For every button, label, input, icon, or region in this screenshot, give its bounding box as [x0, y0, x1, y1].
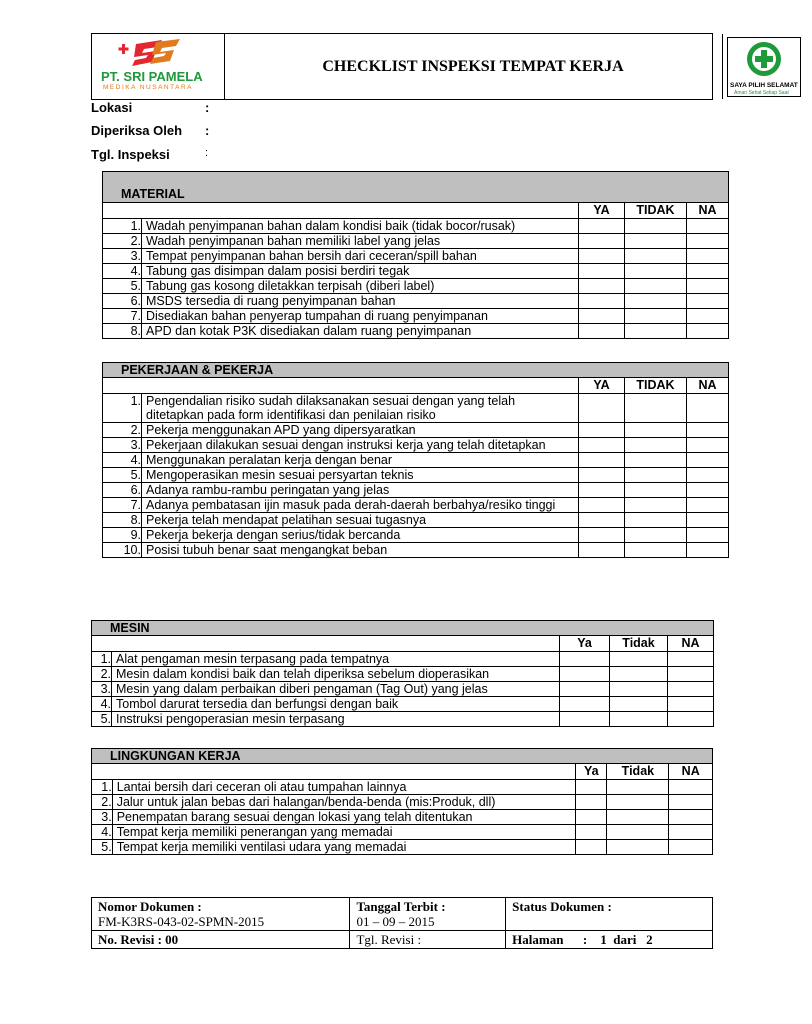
checkbox-ya[interactable]: [579, 264, 625, 279]
checkbox-na[interactable]: [669, 840, 713, 855]
checkbox-na[interactable]: [687, 324, 729, 339]
item-number: 1.: [92, 780, 113, 795]
col-ya: Ya: [576, 764, 607, 780]
col-na: NA: [668, 636, 714, 652]
item-text: Tombol darurat tersedia dan berfungsi dengan baik: [112, 697, 560, 712]
item-number: 7.: [103, 498, 142, 513]
checkbox-tidak[interactable]: [610, 652, 668, 667]
checkbox-ya[interactable]: [560, 652, 610, 667]
info-diperiksa-sep: :: [205, 123, 210, 138]
lingkungan-table: [91, 748, 713, 855]
material-table: [102, 171, 729, 339]
table-row: [103, 483, 729, 498]
table-row: [103, 498, 729, 513]
checkbox-tidak[interactable]: [610, 682, 668, 697]
checkbox-ya[interactable]: [579, 528, 625, 543]
item-number: 7.: [103, 309, 142, 324]
document-footer: [91, 897, 713, 949]
checkbox-ya[interactable]: [579, 309, 625, 324]
item-text: Alat pengaman mesin terpasang pada tempatnya: [112, 652, 560, 667]
lingkungan-section-title: LINGKUNGAN KERJA: [92, 749, 713, 764]
table-row: [92, 667, 714, 682]
checkbox-na[interactable]: [668, 667, 714, 682]
pekerjaan-section-title: PEKERJAAN & PEKERJA: [103, 363, 729, 378]
checkbox-ya[interactable]: [560, 712, 610, 727]
item-text: Pekerja menggunakan APD yang dipersyaratkan: [142, 423, 579, 438]
checkbox-na[interactable]: [668, 682, 714, 697]
mesin-section-title: MESIN: [92, 621, 714, 636]
material-section-title: MATERIAL: [103, 172, 729, 203]
checkbox-tidak[interactable]: [625, 324, 687, 339]
company-logo-mark-icon: [92, 34, 224, 70]
table-row: [103, 438, 729, 453]
company-logo: [92, 34, 225, 99]
table-row: [92, 712, 714, 727]
header-blank: [103, 203, 579, 219]
checkbox-ya[interactable]: [576, 780, 607, 795]
item-number: 1.: [92, 652, 112, 667]
item-text: Tabung gas disimpan dalam posisi berdiri tegak: [142, 264, 579, 279]
table-row: [103, 423, 729, 438]
item-text: Mesin dalam kondisi baik dan telah diperiksa sebelum dioperasikan: [112, 667, 560, 682]
checkbox-tidak[interactable]: [625, 438, 687, 453]
col-tidak: Tidak: [607, 764, 669, 780]
checkbox-ya[interactable]: [579, 498, 625, 513]
status-dokumen-cell: [506, 898, 713, 931]
table-row: [103, 453, 729, 468]
table-row: [103, 234, 729, 249]
checkbox-tidak[interactable]: [607, 795, 669, 810]
checkbox-tidak[interactable]: [625, 483, 687, 498]
table-row: [103, 543, 729, 558]
item-number: 4.: [92, 697, 112, 712]
checkbox-tidak[interactable]: [625, 498, 687, 513]
item-text: Posisi tubuh benar saat mengangkat beban: [142, 543, 579, 558]
item-number: 6.: [103, 294, 142, 309]
header-blank: [103, 378, 579, 394]
table-row: [103, 219, 729, 234]
safety-shield-icon: [728, 38, 800, 82]
checkbox-na[interactable]: [687, 438, 729, 453]
item-number: 8.: [103, 324, 142, 339]
item-number: 10.: [103, 543, 142, 558]
checkbox-na[interactable]: [687, 528, 729, 543]
item-number: 2.: [92, 667, 112, 682]
checkbox-ya[interactable]: [579, 324, 625, 339]
no-revisi: No. Revisi : 00: [92, 931, 350, 949]
checkbox-tidak[interactable]: [625, 513, 687, 528]
checkbox-ya[interactable]: [576, 795, 607, 810]
checkbox-na[interactable]: [687, 468, 729, 483]
tanggal-terbit-cell: [350, 898, 506, 931]
halaman: Halaman : 1 dari 2: [506, 931, 713, 949]
checkbox-ya[interactable]: [579, 294, 625, 309]
badge-slogan: SAYA PILIH SELAMAT: [730, 82, 798, 89]
checkbox-ya[interactable]: [579, 394, 625, 423]
item-number: 9.: [103, 528, 142, 543]
item-text: Wadah penyimpanan bahan dalam kondisi baik (tidak bocor/rusak): [142, 219, 579, 234]
item-number: 5.: [103, 279, 142, 294]
table-row: [92, 810, 713, 825]
item-text: Penempatan barang sesuai dengan lokasi yang telah ditentukan: [112, 810, 576, 825]
checkbox-ya[interactable]: [579, 438, 625, 453]
checkbox-ya[interactable]: [579, 279, 625, 294]
table-row: [103, 528, 729, 543]
checkbox-ya[interactable]: [560, 697, 610, 712]
checkbox-tidak[interactable]: [625, 309, 687, 324]
item-text: Tabung gas kosong diletakkan terpisah (diberi label): [142, 279, 579, 294]
company-subtitle: MEDIKA NUSANTARA: [103, 84, 193, 91]
checkbox-na[interactable]: [687, 423, 729, 438]
checkbox-tidak[interactable]: [625, 279, 687, 294]
checkbox-na[interactable]: [687, 219, 729, 234]
info-lokasi-sep: :: [205, 100, 210, 115]
checkbox-tidak[interactable]: [610, 697, 668, 712]
pekerjaan-table: [102, 362, 729, 558]
table-row: [92, 682, 714, 697]
item-number: 6.: [103, 483, 142, 498]
checkbox-tidak[interactable]: [625, 528, 687, 543]
item-number: 1.: [103, 394, 142, 423]
table-row: [103, 279, 729, 294]
checkbox-na[interactable]: [669, 810, 713, 825]
checkbox-na[interactable]: [687, 294, 729, 309]
checkbox-na[interactable]: [687, 309, 729, 324]
item-text: Pekerja telah mendapat pelatihan sesuai tugasnya: [142, 513, 579, 528]
checkbox-na[interactable]: [687, 249, 729, 264]
item-number: 1.: [103, 219, 142, 234]
table-row: [92, 697, 714, 712]
table-row: [103, 513, 729, 528]
info-lokasi-label: Lokasi: [91, 100, 133, 115]
checkbox-tidak[interactable]: [607, 780, 669, 795]
item-number: 4.: [92, 825, 113, 840]
item-number: 4.: [103, 453, 142, 468]
item-number: 3.: [103, 438, 142, 453]
badge-tagline: Aman Sehat Setiap Saat: [734, 90, 789, 96]
company-name: PT. SRI PAMELA: [101, 69, 203, 84]
table-row: [103, 468, 729, 483]
checkbox-ya[interactable]: [579, 453, 625, 468]
table-row: [103, 324, 729, 339]
item-text: Jalur untuk jalan bebas dari halangan/benda-benda (mis:Produk, dll): [112, 795, 576, 810]
col-ya: YA: [579, 203, 625, 219]
checkbox-na[interactable]: [669, 795, 713, 810]
checkbox-tidak[interactable]: [625, 453, 687, 468]
checkbox-tidak[interactable]: [610, 667, 668, 682]
table-row: [103, 294, 729, 309]
checkbox-tidak[interactable]: [625, 468, 687, 483]
item-number: 3.: [92, 682, 112, 697]
item-text: Menggunakan peralatan kerja dengan benar: [142, 453, 579, 468]
item-text: MSDS tersedia di ruang penyimpanan bahan: [142, 294, 579, 309]
checkbox-ya[interactable]: [579, 513, 625, 528]
col-ya: YA: [579, 378, 625, 394]
item-text: Tempat kerja memiliki penerangan yang memadai: [112, 825, 576, 840]
mesin-table: [91, 620, 714, 727]
checkbox-na[interactable]: [668, 652, 714, 667]
info-tgl-label: Tgl. Inspeksi: [91, 147, 170, 162]
table-row: [92, 652, 714, 667]
checkbox-na[interactable]: [687, 234, 729, 249]
item-text: Tempat kerja memiliki ventilasi udara yang memadai: [112, 840, 576, 855]
nomor-dokumen-label: Nomor Dokumen :: [98, 899, 202, 914]
checkbox-ya[interactable]: [579, 423, 625, 438]
item-text: Pekerja bekerja dengan serius/tidak bercanda: [142, 528, 579, 543]
checkbox-na[interactable]: [669, 780, 713, 795]
header-blank: [92, 764, 576, 780]
checkbox-na[interactable]: [687, 453, 729, 468]
col-na: NA: [687, 378, 729, 394]
header-blank: [92, 636, 560, 652]
checkbox-ya[interactable]: [579, 219, 625, 234]
checkbox-na[interactable]: [687, 483, 729, 498]
nomor-dokumen-value: FM-K3RS-043-02-SPMN-2015: [98, 914, 265, 929]
checkbox-ya[interactable]: [560, 667, 610, 682]
item-text: Mengoperasikan mesin sesuai persyartan teknis: [142, 468, 579, 483]
checkbox-na[interactable]: [687, 264, 729, 279]
item-number: 4.: [103, 264, 142, 279]
checkbox-ya[interactable]: [576, 840, 607, 855]
item-number: 3.: [103, 249, 142, 264]
document-header: [91, 33, 798, 100]
item-text: Adanya pembatasan ijin masuk pada derah-daerah berbahya/resiko tinggi: [142, 498, 579, 513]
table-row: [92, 795, 713, 810]
checkbox-ya[interactable]: [579, 543, 625, 558]
table-row: [92, 825, 713, 840]
item-text: Pekerjaan dilakukan sesuai dengan instruksi kerja yang telah ditetapkan: [142, 438, 579, 453]
item-number: 2.: [103, 234, 142, 249]
checkbox-tidak[interactable]: [625, 219, 687, 234]
checkbox-na[interactable]: [687, 543, 729, 558]
tanggal-terbit-value: 01 – 09 – 2015: [356, 914, 435, 929]
item-text: Disediakan bahan penyerap tumpahan di ruang penyimpanan: [142, 309, 579, 324]
item-number: 5.: [103, 468, 142, 483]
checkbox-tidak[interactable]: [625, 249, 687, 264]
tgl-revisi: Tgl. Revisi :: [350, 931, 506, 949]
table-row: [103, 264, 729, 279]
item-text: Adanya rambu-rambu peringatan yang jelas: [142, 483, 579, 498]
col-tidak: Tidak: [610, 636, 668, 652]
info-tgl-sep: :: [205, 147, 209, 159]
item-text: Wadah penyimpanan bahan memiliki label yang jelas: [142, 234, 579, 249]
item-number: 8.: [103, 513, 142, 528]
item-number: 5.: [92, 840, 113, 855]
safety-badge: [723, 34, 812, 99]
document-title: CHECKLIST INSPEKSI TEMPAT KERJA: [224, 34, 723, 99]
checkbox-tidak[interactable]: [607, 810, 669, 825]
col-ya: Ya: [560, 636, 610, 652]
checkbox-ya[interactable]: [579, 468, 625, 483]
checkbox-ya[interactable]: [579, 483, 625, 498]
checkbox-tidak[interactable]: [625, 264, 687, 279]
item-text: Lantai bersih dari ceceran oli atau tumpahan lainnya: [112, 780, 576, 795]
checkbox-na[interactable]: [687, 513, 729, 528]
checkbox-ya[interactable]: [576, 825, 607, 840]
checkbox-ya[interactable]: [579, 234, 625, 249]
table-row: [92, 780, 713, 795]
item-number: 2.: [92, 795, 113, 810]
checkbox-tidak[interactable]: [625, 543, 687, 558]
item-text: Pengendalian risiko sudah dilaksanakan sesuai dengan yang telah ditetapkan pada form identifikasi dan penilaian risiko: [142, 394, 579, 423]
tanggal-terbit-label: Tanggal Terbit :: [356, 899, 446, 914]
table-row: [92, 840, 713, 855]
checkbox-ya[interactable]: [576, 810, 607, 825]
item-text: Tempat penyimpanan bahan bersih dari ceceran/spill bahan: [142, 249, 579, 264]
checkbox-tidak[interactable]: [625, 394, 687, 423]
checkbox-tidak[interactable]: [625, 234, 687, 249]
table-row: [103, 309, 729, 324]
checkbox-na[interactable]: [668, 697, 714, 712]
checkbox-ya[interactable]: [579, 249, 625, 264]
status-dokumen-label: Status Dokumen :: [512, 899, 612, 914]
checkbox-tidak[interactable]: [625, 294, 687, 309]
checkbox-tidak[interactable]: [610, 712, 668, 727]
checkbox-na[interactable]: [669, 825, 713, 840]
checkbox-tidak[interactable]: [607, 825, 669, 840]
nomor-dokumen-cell: [92, 898, 350, 931]
item-text: Mesin yang dalam perbaikan diberi pengaman (Tag Out) yang jelas: [112, 682, 560, 697]
item-text: Instruksi pengoperasian mesin terpasang: [112, 712, 560, 727]
item-number: 5.: [92, 712, 112, 727]
item-number: 2.: [103, 423, 142, 438]
table-row: [103, 394, 729, 423]
info-diperiksa-label: Diperiksa Oleh: [91, 123, 183, 138]
col-tidak: TIDAK: [625, 378, 687, 394]
checkbox-na[interactable]: [687, 279, 729, 294]
item-text: APD dan kotak P3K disediakan dalam ruang penyimpanan: [142, 324, 579, 339]
checkbox-tidak[interactable]: [625, 423, 687, 438]
checkbox-na[interactable]: [687, 498, 729, 513]
checkbox-na[interactable]: [668, 712, 714, 727]
col-na: NA: [687, 203, 729, 219]
col-na: NA: [669, 764, 713, 780]
table-row: [103, 249, 729, 264]
col-tidak: TIDAK: [625, 203, 687, 219]
item-number: 3.: [92, 810, 113, 825]
checkbox-na[interactable]: [687, 394, 729, 423]
checkbox-ya[interactable]: [560, 682, 610, 697]
checkbox-tidak[interactable]: [607, 840, 669, 855]
